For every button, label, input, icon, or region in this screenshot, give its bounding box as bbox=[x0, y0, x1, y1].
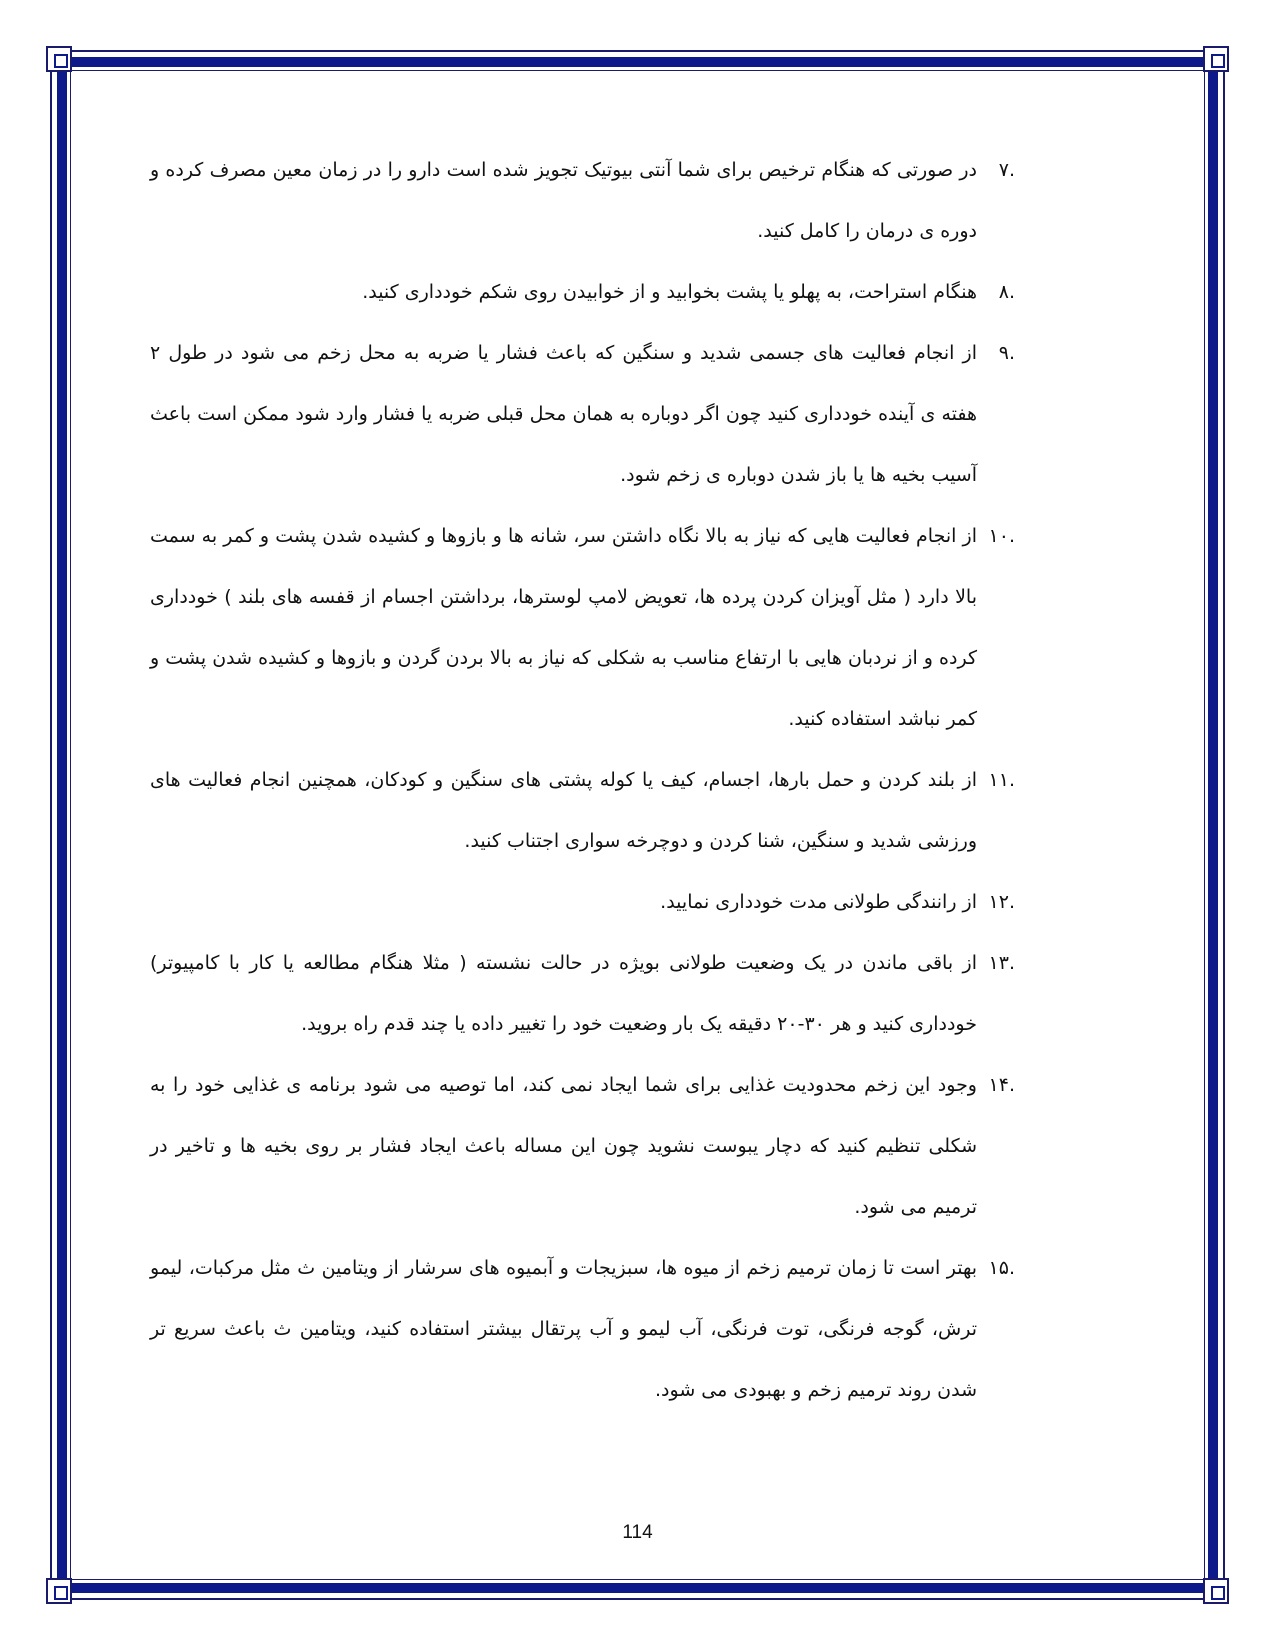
border-corner-ornament bbox=[46, 46, 72, 72]
list-item bbox=[150, 750, 1015, 872]
item-text: هنگام استراحت، به پهلو یا پشت بخوابید و از خوابیدن روی شکم خودداری کنید. bbox=[362, 281, 977, 303]
item-text: از انجام فعالیت هایی که نیاز به بالا نگاه داشتن سر، شانه ها و بازوها و کشیده شدن پشت و کمر به سمت بالا دارد ( مثل آویزان کردن پرده ها، تعویض لامپ لوسترها، برداشتن اجسام از قفسه های بلند ) خودداری کرده و از نردبان هایی با ارتفاع مناسب به شکلی که نیاز به بالا بردن گردن و بازوها و کشیده شدن پشت و کمر نباشد استفاده کنید. bbox=[150, 525, 977, 730]
list-item bbox=[150, 1055, 1015, 1238]
item-number: .۱۰ bbox=[988, 525, 1015, 547]
item-text: از رانندگی طولانی مدت خودداری نمایید. bbox=[660, 891, 977, 913]
border-corner-ornament bbox=[1203, 1578, 1229, 1604]
list-item bbox=[150, 140, 1015, 262]
item-number: .۹ bbox=[998, 342, 1015, 364]
item-number: .۱۴ bbox=[988, 1074, 1015, 1096]
list-item bbox=[150, 933, 1015, 1055]
page-number: 114 bbox=[622, 1522, 653, 1543]
item-number: .۱۲ bbox=[988, 891, 1015, 913]
item-text: در صورتی که هنگام ترخیص برای شما آنتی بیوتیک تجویز شده است دارو را در زمان معین مصرف کرده و دوره ی درمان را کامل کنید. bbox=[150, 159, 977, 242]
list-item bbox=[150, 1238, 1015, 1421]
item-number: .۸ bbox=[998, 281, 1015, 303]
instruction-list bbox=[150, 140, 1015, 1421]
list-item bbox=[150, 323, 1015, 506]
item-text: از بلند کردن و حمل بارها، اجسام، کیف یا کوله پشتی های سنگین و کودکان، همچنین انجام فعالیت های ورزشی شدید و سنگین، شنا کردن و دوچرخه سواری اجتناب کنید. bbox=[150, 769, 977, 852]
item-text: وجود این زخم محدودیت غذایی برای شما ایجاد نمی کند، اما توصیه می شود برنامه ی غذایی خود را به شکلی تنظیم کنید که دچار یبوست نشوید چون این مساله باعث ایجاد فشار بر روی بخیه ها و تاخیر در ترمیم می شود. bbox=[150, 1074, 977, 1218]
item-text: از باقی ماندن در یک وضعیت طولانی بویژه در حالت نشسته ( مثلا هنگام مطالعه یا کار با کامپیوتر) خودداری کنید و هر ۳۰-۲۰ دقیقه یک بار وضعیت خود را تغییر داده یا چند قدم راه بروید. bbox=[150, 952, 977, 1035]
item-number: .۱۱ bbox=[988, 769, 1015, 791]
item-number: .۷ bbox=[998, 159, 1015, 181]
item-number: .۱۳ bbox=[988, 952, 1015, 974]
item-number: .۱۵ bbox=[988, 1257, 1015, 1279]
border-corner-ornament bbox=[46, 1578, 72, 1604]
list-item bbox=[150, 506, 1015, 750]
list-item bbox=[150, 262, 1015, 323]
border-corner-ornament bbox=[1203, 46, 1229, 72]
list-item bbox=[150, 872, 1015, 933]
item-text: بهتر است تا زمان ترمیم زخم از میوه ها، سبزیجات و آبمیوه های سرشار از ویتامین ث مثل مرکبات، لیمو ترش، گوجه فرنگی، توت فرنگی، آب لیمو و آب پرتقال بیشتر استفاده کنید، ویتامین ث باعث سریع تر شدن روند ترمیم زخم و بهبودی می شود. bbox=[150, 1257, 977, 1401]
item-text: از انجام فعالیت های جسمی شدید و سنگین که باعث فشار یا ضربه به محل زخم می شود در طول ۲ هفته ی آینده خودداری کنید چون اگر دوباره به همان محل قبلی ضربه یا فشار وارد شود ممکن است باعث آسیب بخیه ها یا باز شدن دوباره ی زخم شود. bbox=[150, 342, 977, 486]
